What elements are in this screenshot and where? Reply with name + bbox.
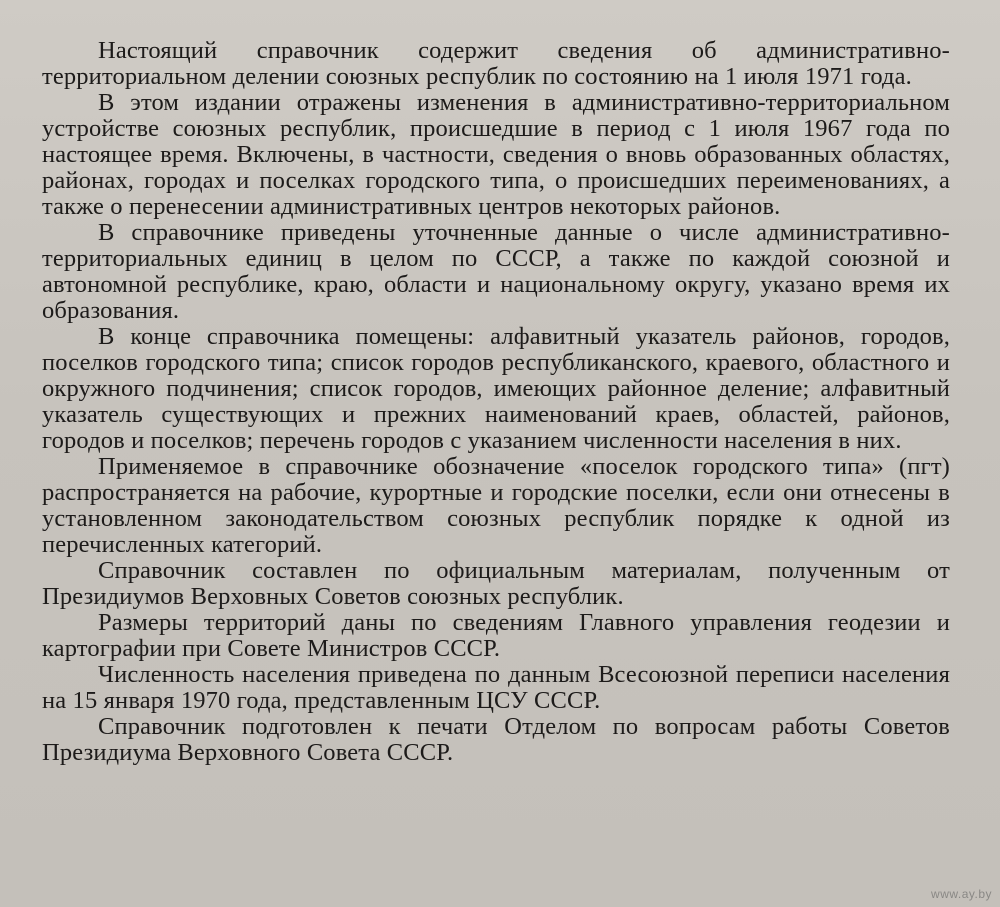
paragraph-intro: Настоящий справочник содержит сведения об административно-территориальном делении союзных республик по состоянию на 1 июля 1971 года. (42, 37, 950, 90)
watermark: www.ay.by (931, 887, 992, 901)
paragraph-publisher: Справочник подготовлен к печати Отделом по вопросам работы Советов Президиума Верховного Совета СССР. (42, 713, 950, 766)
paragraph-territory: Размеры территорий даны по сведениям Главного управления геодезии и картографии при Совете Министров СССР. (42, 609, 950, 662)
paragraph-pgt-definition: Применяемое в справочнике обозначение «поселок городского типа» (пгт) распространяется на рабочие, курортные и городские поселки, если они отнесены в установленном законодательством союзных республик порядке к одной из перечисленных категорий. (42, 453, 950, 558)
paragraph-changes: В этом издании отражены изменения в административно-территориальном устройстве союзных республик, происшедшие в период с 1 июля 1967 года по настоящее время. Включены, в частности, сведения о вновь образованных областях, районах, городах и поселках городского типа, о происшедших переименованиях, а также о перенесении административных центров некоторых районов. (42, 89, 950, 220)
paragraph-statistics: В справочнике приведены уточненные данные о числе административно-территориальных единиц в целом по СССР, а также по каждой союзной и автономной республике, краю, области и национальному округу, указано время их образования. (42, 219, 950, 324)
paragraph-index: В конце справочника помещены: алфавитный указатель районов, городов, поселков городского типа; список городов республиканского, краевого, областного и окружного подчинения; список городов, имеющих районное деление; алфавитный указатель существующих и прежних наименований краев, областей, районов, городов и поселков; перечень городов с указанием численности населения в них. (42, 323, 950, 454)
paragraph-population: Численность населения приведена по данным Всесоюзной переписи населения на 15 января 1970 года, представленным ЦСУ СССР. (42, 661, 950, 714)
paragraph-sources: Справочник составлен по официальным материалам, полученным от Президиумов Верховных Советов союзных республик. (42, 557, 950, 610)
